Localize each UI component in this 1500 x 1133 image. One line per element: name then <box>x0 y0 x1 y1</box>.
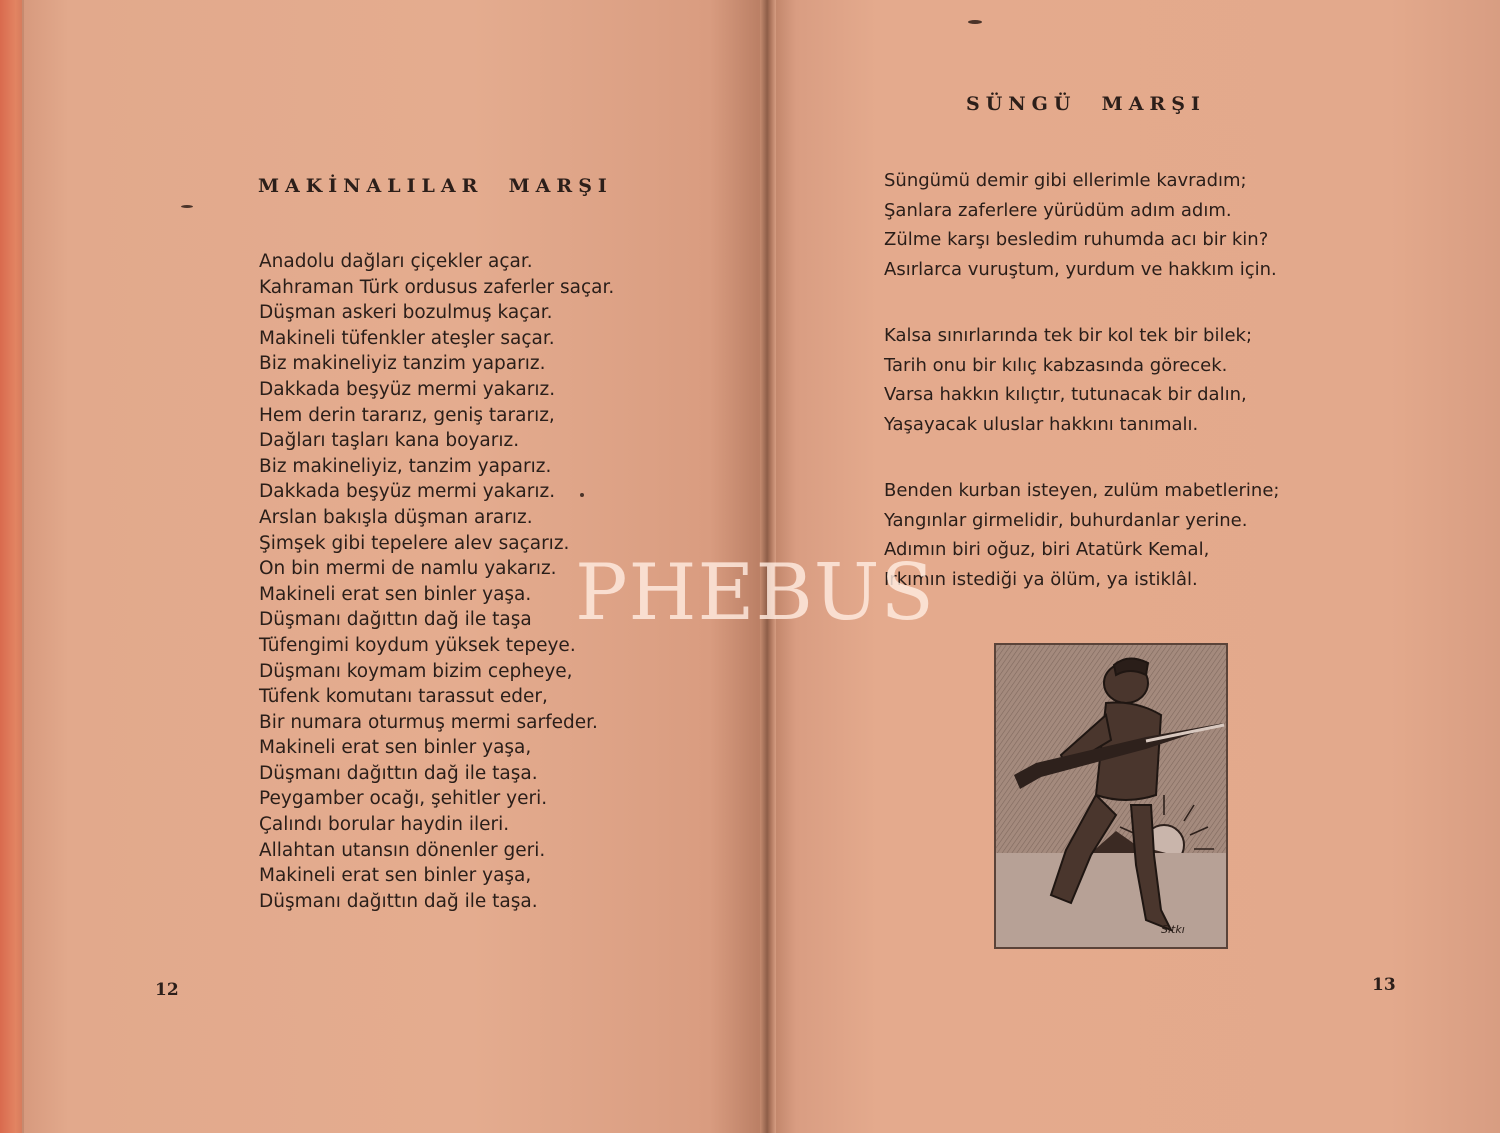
paper-speck <box>181 205 193 208</box>
right-poem <box>884 166 1279 594</box>
poem-line: Makineli erat sen binler yaşa, <box>259 737 532 759</box>
poem-line: Anadolu dağları çiçekler açar. <box>259 251 533 272</box>
illustration-signature: Sıtkı <box>1161 923 1185 936</box>
poem-line: Süngümü demir gibi ellerimle kavradım; <box>884 170 1247 191</box>
paper-speck <box>580 493 584 497</box>
poem-line: Dağları taşları kana boyarız. <box>259 430 520 452</box>
right-page-number: 13 <box>1372 975 1396 995</box>
poem-line: Yangınlar girmelidir, buhurdanlar yerine. <box>884 509 1248 531</box>
watermark: PHEBUS <box>575 548 935 638</box>
poem-line: Hem derin tararız, geniş tararız, <box>259 404 555 426</box>
poem-line: Düşmanı dağıttın dağ ile taşa. <box>259 890 538 912</box>
poem-line: Kahraman Türk ordusus zaferler saçar. <box>259 276 615 298</box>
poem-line: Şimşek gibi tepelere alev saçarız. <box>259 532 570 554</box>
right-page-title: SÜNGÜ MARŞI <box>966 93 1206 115</box>
poem-line: Varsa hakkın kılıçtır, tutunacak bir dalın, <box>884 384 1247 405</box>
stanza-gap <box>884 439 1279 476</box>
poem-line: Arslan bakışla düşman ararız. <box>259 506 533 528</box>
left-poem <box>259 249 614 914</box>
poem-line: Şanlara zaferlere yürüdüm adım adım. <box>884 199 1232 221</box>
poem-line: Çalındı borular haydin ileri. <box>259 814 510 836</box>
poem-line: Makineli erat sen binler yaşa. <box>259 583 532 605</box>
poem-line: Tüfenk komutanı tarassut eder, <box>259 686 548 708</box>
poem-line: Dakkada beşyüz mermi yakarız. <box>259 378 556 400</box>
poem-line: Düşmanı dağıttın dağ ile taşa. <box>259 762 538 784</box>
left-page-number: 12 <box>155 980 179 1000</box>
poem-line: Benden kurban isteyen, zulüm mabetlerine; <box>884 480 1280 501</box>
soldier-bayonet-drawing <box>996 645 1226 947</box>
poem-line: Allahtan utansın dönenler geri. <box>259 839 546 861</box>
poem-line: Asırlarca vuruştum, yurdum ve hakkım için. <box>884 258 1277 280</box>
poem-line: Adımın biri oğuz, biri Atatürk Kemal, <box>884 539 1210 560</box>
poem-line: Biz makineliyiz, tanzim yaparız. <box>259 455 552 477</box>
soldier-illustration <box>994 643 1228 949</box>
poem-line: Dakkada beşyüz mermi yakarız. <box>259 481 556 503</box>
paper-speck <box>968 20 982 24</box>
poem-line: Düşman askeri bozulmuş kaçar. <box>259 302 553 324</box>
book-gutter <box>760 0 776 1133</box>
poem-line: Kalsa sınırlarında tek bir kol tek bir bilek; <box>884 325 1253 346</box>
poem-line: Bir numara oturmuş mermi sarfeder. <box>259 711 598 733</box>
left-page-title: MAKİNALILAR MARŞI <box>258 175 613 197</box>
poem-line: On bin mermi de namlu yakarız. <box>259 558 557 580</box>
poem-line: Makineli tüfenkler ateşler saçar. <box>259 327 555 349</box>
poem-line: Makineli erat sen binler yaşa, <box>259 865 532 887</box>
poem-line: Düşmanı koymam bizim cepheye, <box>259 660 573 682</box>
poem-line: Peygamber ocağı, şehitler yeri. <box>259 788 548 810</box>
poem-line: Biz makineliyiz tanzim yaparız. <box>259 353 546 375</box>
poem-line: Irkımın istediği ya ölüm, ya istiklâl. <box>884 568 1198 590</box>
poem-line: Tarih onu bir kılıç kabzasında görecek. <box>884 354 1228 376</box>
poem-line: Yaşayacak uluslar hakkını tanımalı. <box>884 413 1199 435</box>
poem-line: Düşmanı dağıttın dağ ile taşa <box>259 609 532 631</box>
stanza-gap <box>884 284 1279 321</box>
poem-line: Tüfengimi koydum yüksek tepeye. <box>259 634 576 656</box>
poem-line: Zülme karşı besledim ruhumda acı bir kin? <box>884 229 1269 250</box>
